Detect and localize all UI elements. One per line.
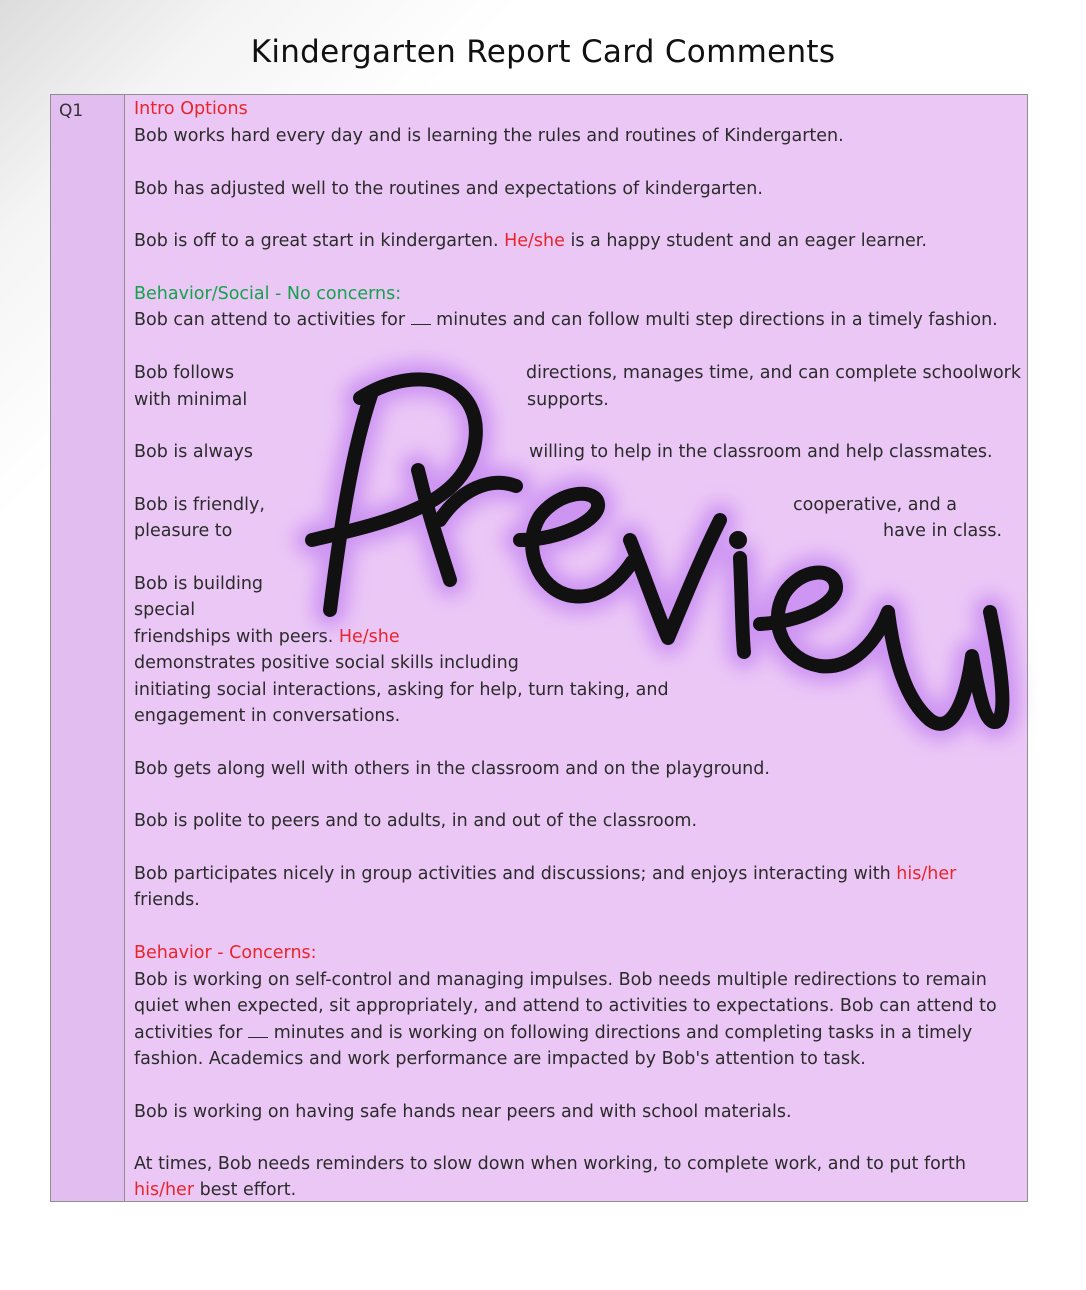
behavior-comment-5-line-5: initiating social interactions, asking for help, turn taking, and [134,680,669,700]
concern-comment-2: Bob is working on having safe hands near peers and with school materials. [134,1102,792,1122]
quarter-label: Q1 [59,101,84,121]
behavior-comment-1: Bob can attend to activities for minutes and can follow multi step directions in a timely fashion. [134,310,998,330]
behavior-comment-4-right-2: have in class. [883,521,1003,541]
behavior-comment-2-left-2: with minimal [134,390,248,410]
intro-comment-2: Bob has adjusted well to the routines and expectations of kindergarten. [134,179,763,199]
concerns-header: Behavior - Concerns: [134,943,317,963]
intro-comment-1: Bob works hard every day and is learning the rules and routines of Kindergarten. [134,126,844,146]
concern-comment-3-line-1: At times, Bob needs reminders to slow down when working, to complete work, and to put forth [134,1154,966,1174]
behavior-comment-5-line-4: demonstrates positive social skills including [134,653,519,673]
behavior-comment-4-left-1: Bob is friendly, [134,495,265,515]
pronoun-placeholder: his/her [896,864,957,884]
pronoun-placeholder: his/her [134,1180,195,1200]
behavior-comment-8-line-2: friends. [134,890,200,910]
concern-comment-1-line-4: fashion. Academics and work performance are impacted by Bob's attention to task. [134,1049,866,1069]
behavior-comment-4-right-1: cooperative, and a [793,495,958,515]
intro-header: Intro Options [134,99,248,119]
concern-comment-3-line-2: his/her best effort. [134,1180,297,1200]
behavior-comment-7: Bob is polite to peers and to adults, in and out of the classroom. [134,811,698,831]
behavior-comment-4-left-2: pleasure to [134,521,233,541]
concern-comment-1-line-1: Bob is working on self-control and managing impulses. Bob needs multiple redirections to remain [134,970,987,990]
behavior-comment-3-left: Bob is always [134,442,254,462]
behavior-comment-8-line-1: Bob participates nicely in group activities and discussions; and enjoys interacting with his/her [134,864,957,884]
behavior-comment-2-right-1: directions, manages time, and can complete schoolwork [526,363,1021,383]
pronoun-placeholder: He/she [504,231,565,251]
pronoun-placeholder: He/she [338,627,400,647]
behavior-comment-2-right-2: supports. [527,390,609,410]
page-title: Kindergarten Report Card Comments [250,34,836,70]
intro-comment-3: Bob is off to a great start in kindergarten. He/she is a happy student and an eager learner. [134,231,927,251]
behavior-comment-2-left-1: Bob follows [134,363,235,383]
concern-comment-1-line-3: activities for minutes and is working on following directions and completing tasks in a timely [134,1023,973,1043]
behavior-comment-3-right: willing to help in the classroom and help classmates. [529,442,993,462]
behavior-comment-5-line-6: engagement in conversations. [134,706,401,726]
behavior-comment-5-line-1: Bob is building [134,574,264,594]
behavior-comment-6: Bob gets along well with others in the classroom and on the playground. [134,759,770,779]
behavior-header: Behavior/Social - No concerns: [134,284,402,304]
concern-comment-1-line-2: quiet when expected, sit appropriately, and attend to activities to expectations. Bob can attend to [134,996,997,1016]
behavior-comment-5-line-2: special [134,600,196,620]
behavior-comment-5-line-3: friendships with peers. He/she [134,627,400,647]
